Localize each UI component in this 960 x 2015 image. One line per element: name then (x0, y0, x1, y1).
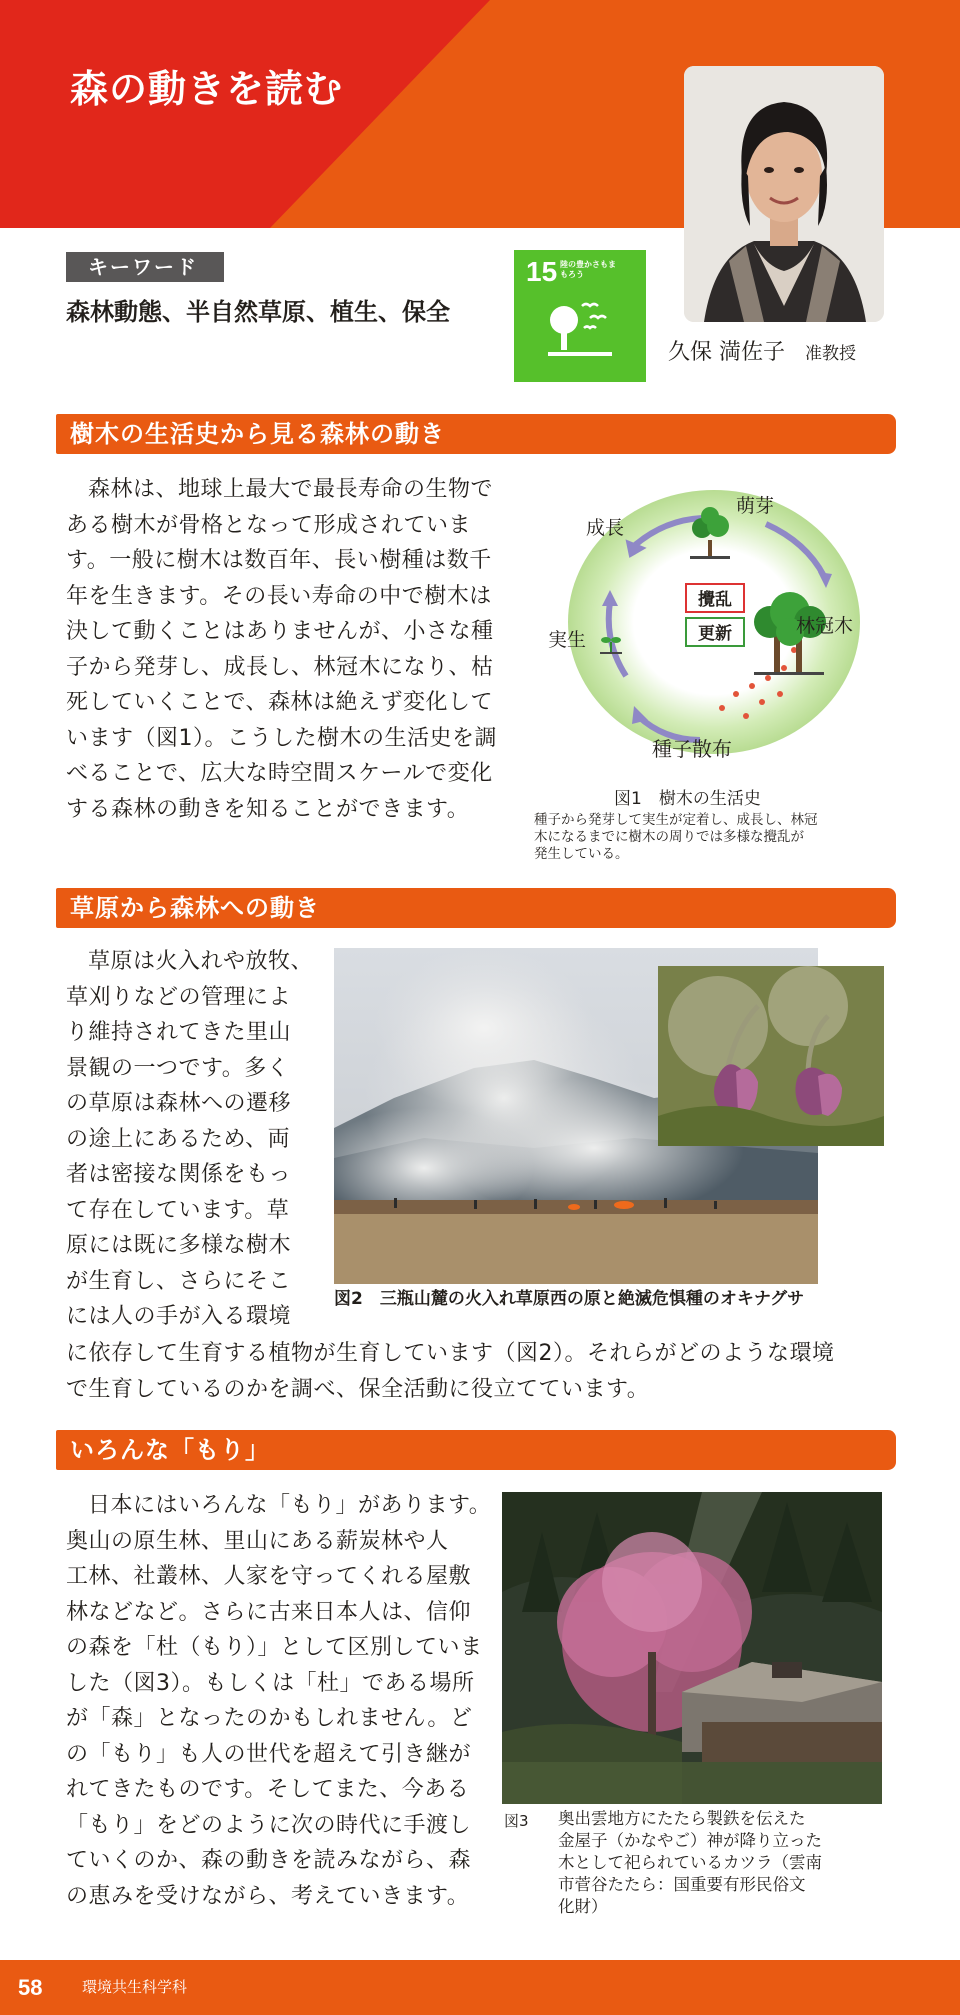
author-photo (684, 66, 884, 322)
label-canopy: 林冠木 (796, 615, 854, 637)
body-line: が「森」となったのかもしれません。ど (66, 1706, 473, 1731)
author-info (668, 335, 918, 366)
caption-line: 金屋子（かなやご）神が降り立った (558, 1831, 822, 1850)
figure-note-line: 発生している。 (534, 846, 629, 862)
body-line: べることで、広大な時空間スケールで変化 (66, 761, 493, 786)
body-line: 子から発芽し、成長し、林冠木になり、枯 (66, 654, 494, 680)
figure-1-caption: 図1 樹木の生活史 (614, 789, 761, 809)
body-line: す。一般に樹木は数百年、長い樹種は数千 (66, 548, 492, 573)
section-2-body-full (66, 1336, 896, 1407)
figure-note-line: 種子から発芽して実生が定着し、成長し、林冠 (534, 812, 818, 828)
caption-line: 木として祀られているカツラ（雲南 (558, 1853, 822, 1872)
sdg-number: 15 (526, 256, 558, 287)
figure-3-caption (558, 1808, 892, 1918)
department-name: 環境共生科学科 (82, 1978, 188, 1996)
section-3-body (66, 1488, 506, 1914)
body-line: 奥山の原生林、里山にある薪炭林や人 (66, 1528, 449, 1554)
body-line: 者は密接な関係をもっ (66, 1162, 292, 1187)
body-line: に依存して生育する植物が生育しています（図2）。それらがどのような環境 (66, 1341, 835, 1366)
sdg-label: 陸の豊かさもまもろう (560, 260, 616, 279)
body-line: 「もり」をどのように次の時代に手渡し (66, 1812, 472, 1838)
body-line: ていくのか、森の動きを読みながら、森 (66, 1848, 472, 1873)
body-line: の恵みを受けながら、考えていきます。 (66, 1883, 470, 1909)
sdg-15-badge (514, 250, 646, 382)
section-heading-life-history: 樹木の生活史から見る森林の動き (56, 414, 896, 454)
body-line: の途上にあるため、両 (66, 1126, 291, 1152)
body-line: の「もり」も人の世代を超えて引き継が (66, 1741, 472, 1767)
body-line: 日本にはいろんな「もり」があります。 (88, 1493, 492, 1518)
body-line: の草原は森林への遷移 (66, 1091, 292, 1116)
label-renewal: 更新 (698, 624, 732, 644)
figure-note-line: 木になるまでに樹木の周りでは多様な攪乱が (534, 829, 804, 845)
body-line: する森林の動きを知ることができます。 (66, 796, 470, 822)
body-line: 原には既に多様な樹木 (66, 1233, 292, 1258)
body-line: 草刈りなどの管理によ (66, 984, 292, 1010)
body-line: には人の手が入る環境 (66, 1304, 292, 1329)
figure-1-note (534, 812, 894, 863)
section-2-body (66, 944, 336, 1335)
keywords-label: キーワード (66, 252, 224, 282)
section-heading-mori: いろんな「もり」 (56, 1430, 896, 1470)
figure-3-number: 図3 (504, 1812, 529, 1830)
body-line: れてきたものです。そしてまた、今ある (66, 1777, 470, 1802)
body-line: り維持されてきた里山 (66, 1020, 292, 1045)
life-history-diagram (534, 472, 894, 772)
body-line: 年を生きます。その長い寿命の中で樹木は (66, 583, 492, 609)
body-line: 森林は、地球上最大で最長寿命の生物で (88, 477, 494, 502)
page-number: 58 (18, 1975, 43, 2000)
section-1-body (66, 472, 516, 827)
body-line: います（図1）。こうした樹木の生活史を調 (66, 725, 497, 751)
figure-2-caption: 図2 三瓶山麓の火入れ草原西の原と絶滅危惧種のオキナグサ (334, 1289, 805, 1309)
page-title: 森の動きを読む (70, 67, 344, 111)
label-growth: 成長 (586, 517, 625, 539)
body-line: の森を「杜（もり）」として区別していま (66, 1635, 483, 1660)
author-name: 久保 満佐子 (668, 340, 785, 365)
author-title: 准教授 (805, 344, 856, 364)
body-line: 決して動くことはありませんが、小さな種 (66, 619, 494, 644)
caption-line: 化財） (558, 1897, 608, 1916)
caption-line: 奥出雲地方にたたら製鉄を伝えた (558, 1809, 806, 1828)
label-seed-dispersal: 種子散布 (652, 737, 732, 761)
body-line: 景観の一つです。多く (66, 1055, 290, 1081)
body-line: した（図3）。もしくは「杜」である場所 (66, 1670, 475, 1696)
body-line: 林などなど。さらに古来日本人は、信仰 (66, 1599, 472, 1625)
body-line: で生育しているのかを調べ、保全活動に役立てています。 (66, 1376, 650, 1402)
body-line: が生育し、さらにそこ (66, 1268, 292, 1294)
body-line: て存在しています。草 (66, 1197, 290, 1223)
body-line: 工林、社叢林、人家を守ってくれる屋敷 (66, 1564, 472, 1589)
body-line: 草原は火入れや放牧、 (88, 949, 314, 974)
label-seedling: 実生 (548, 629, 587, 651)
label-disturbance: 攪乱 (698, 590, 732, 610)
label-sprout: 萌芽 (736, 495, 775, 517)
caption-line: 市菅谷たたら：国重要有形民俗文 (558, 1875, 806, 1894)
body-line: 死していくことで、森林は絶えず変化して (66, 690, 494, 715)
section-heading-grassland: 草原から森林への動き (56, 888, 896, 928)
keywords-text: 森林動態、半自然草原、植生、保全 (66, 298, 450, 326)
tree-birds-icon (544, 296, 616, 368)
body-line: ある樹木が骨格となって形成されていま (66, 512, 472, 538)
pasqueflower-photo (658, 966, 884, 1146)
katsura-tree-photo (502, 1492, 882, 1804)
